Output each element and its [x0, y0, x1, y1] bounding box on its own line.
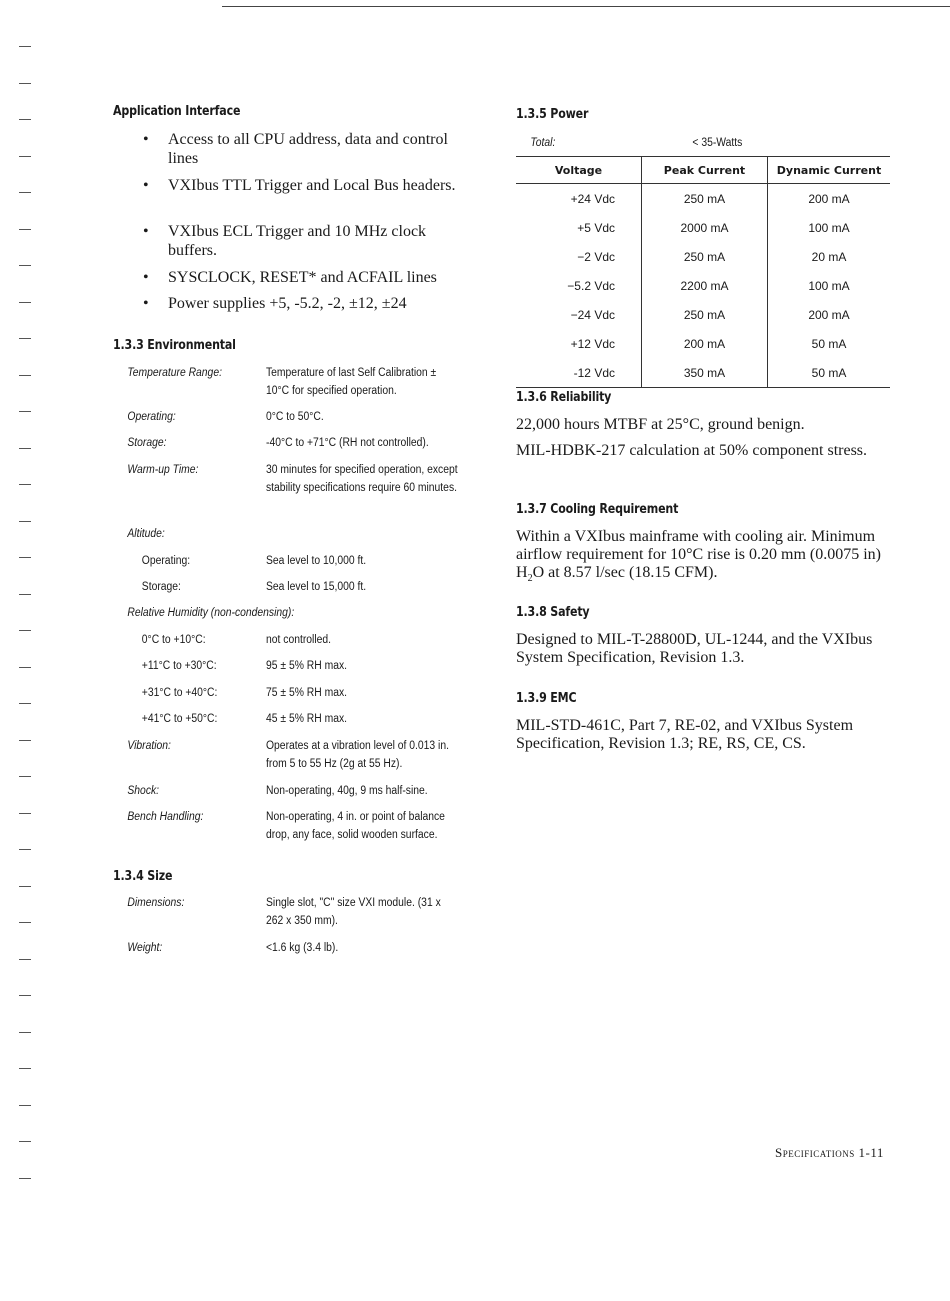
margin-dash — [19, 375, 31, 376]
margin-dash — [19, 521, 31, 522]
power-table — [516, 156, 890, 388]
column-header: Peak Current — [642, 157, 768, 184]
bullet-icon: • — [143, 223, 149, 240]
margin-dash — [19, 1141, 31, 1142]
margin-dash — [19, 813, 31, 814]
margin-dash — [19, 1032, 31, 1033]
environmental-heading: 1.3.3 Environmental — [113, 338, 236, 353]
reliability-text-1: 22,000 hours MTBF at 25°C, ground benign. — [516, 416, 805, 433]
margin-dash — [19, 192, 31, 193]
table-header-row — [516, 157, 890, 184]
safety-text: Designed to MIL-T-28800D, UL-1244, and the VXIbus System Specification, Revision 1.3. — [516, 631, 873, 666]
column-header: Dynamic Current — [768, 157, 891, 184]
bullet-icon: • — [143, 269, 149, 286]
table-row: +24 Vdc 250 mA 200 mA — [516, 184, 890, 214]
page-footer: Specifications 1-11 — [775, 1145, 884, 1160]
margin-dash — [19, 1178, 31, 1179]
cooling-heading: 1.3.7 Cooling Requirement — [516, 502, 679, 517]
power-heading: 1.3.5 Power — [516, 107, 589, 122]
margin-dash — [19, 229, 31, 230]
safety-heading: 1.3.8 Safety — [516, 605, 590, 620]
bullet-icon: • — [143, 131, 149, 148]
margin-dash — [19, 83, 31, 84]
emc-heading: 1.3.9 EMC — [516, 691, 577, 706]
margin-dash — [19, 886, 31, 887]
margin-dash — [19, 740, 31, 741]
reliability-heading: 1.3.6 Reliability — [516, 390, 612, 405]
table-row: −2 Vdc 250 mA 20 mA — [516, 242, 890, 271]
margin-dash — [19, 959, 31, 960]
margin-dash — [19, 119, 31, 120]
margin-dash — [19, 448, 31, 449]
margin-dash — [19, 265, 31, 266]
table-row: −5.2 Vdc 2200 mA 100 mA — [516, 271, 890, 300]
margin-dash — [19, 703, 31, 704]
margin-dash — [19, 411, 31, 412]
bullet-icon: • — [143, 295, 149, 312]
margin-dash — [19, 630, 31, 631]
column-header: Voltage — [516, 157, 642, 184]
margin-dash — [19, 849, 31, 850]
top-rule — [222, 6, 950, 7]
table-row: -12 Vdc 350 mA 50 mA — [516, 358, 890, 388]
table-row: −24 Vdc 250 mA 200 mA — [516, 300, 890, 329]
margin-dash — [19, 776, 31, 777]
margin-dash — [19, 156, 31, 157]
margin-dash — [19, 667, 31, 668]
margin-dash — [19, 922, 31, 923]
margin-dash — [19, 302, 31, 303]
size-heading: 1.3.4 Size — [113, 869, 173, 884]
margin-dash — [19, 995, 31, 996]
emc-text: MIL-STD-461C, Part 7, RE-02, and VXIbus System Specification, Revision 1.3; RE, RS, CE, CS. — [516, 717, 854, 752]
table-row: +5 Vdc 2000 mA 100 mA — [516, 213, 890, 242]
margin-dash — [19, 1105, 31, 1106]
margin-dash — [19, 594, 31, 595]
margin-dash — [19, 338, 31, 339]
cooling-text: Within a VXIbus mainframe with cooling air. Minimum airflow requirement for 10°C rise is 0.20 mm (0.0075 in) $H_2O$ at 8.57 l/sec (18.15 CFM). — [516, 528, 881, 585]
margin-dash — [19, 484, 31, 485]
bullet-icon: • — [143, 177, 149, 194]
application-interface-heading: Application Interface — [113, 104, 241, 119]
reliability-text-2: MIL-HDBK-217 calculation at 50% component stress. — [516, 442, 868, 459]
margin-dash — [19, 46, 31, 47]
margin-dash — [19, 1068, 31, 1069]
table-row: +12 Vdc 200 mA 50 mA — [516, 329, 890, 358]
margin-dash — [19, 557, 31, 558]
